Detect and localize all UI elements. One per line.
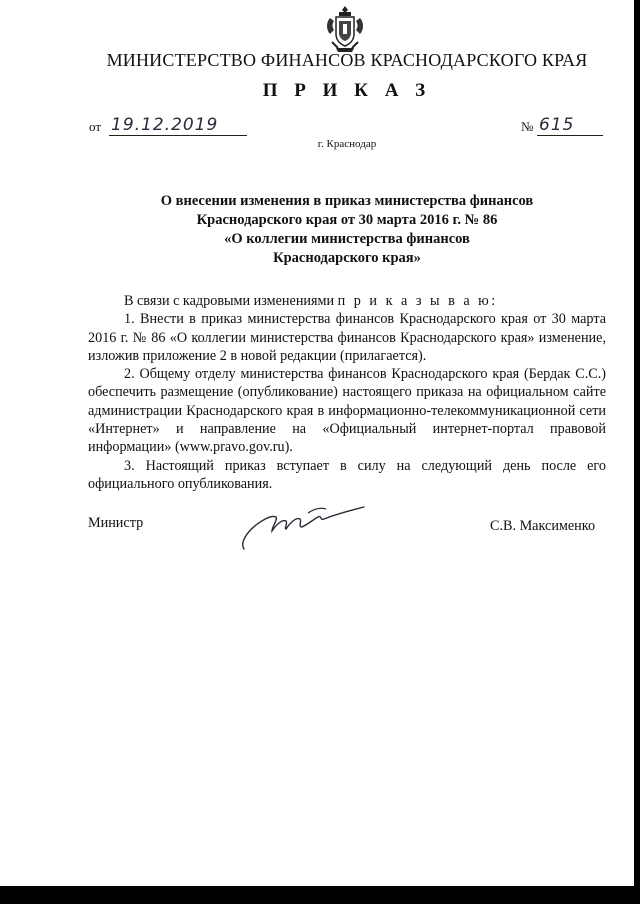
krasnodar-coat-of-arms-icon — [322, 4, 368, 54]
signer-title: Министр — [88, 515, 144, 531]
preamble-end: : — [491, 293, 496, 309]
document-type: П Р И К А З — [262, 80, 432, 101]
title-line: Краснодарского края от 30 марта 2016 г. № 86 — [196, 212, 498, 228]
preamble — [88, 292, 606, 310]
number-prefix: № — [521, 119, 534, 134]
document-title — [120, 192, 574, 268]
item-2: 2. Общему отделу министерства финансов Краснодарского края (Бердак С.С.) обеспечить размещение (опубликование) настоящего приказа на официальном сайте администрации Краснодарского края в информационно-телекоммуникационной сети «Интернет» и направление на «Официальный интернет-портал правовой информации» (www.pravo.gov.ru). — [88, 366, 606, 456]
item-1: 1. Внести в приказ министерства финансов Краснодарского края от 30 марта 2016 г. № 86 «О коллегии министерства финансов Краснодарского края» изменение, изложив приложение 2 в новой редакции (прилагается). — [88, 311, 606, 364]
date-prefix: от — [89, 119, 102, 134]
number-value: 615 — [539, 115, 575, 135]
ministry-name: МИНИСТЕРСТВО ФИНАНСОВ КРАСНОДАРСКОГО КРАЯ — [106, 50, 588, 70]
preamble-order: п р и к а з ы в а ю — [337, 293, 492, 309]
preamble-start: В связи с кадровыми изменениями — [124, 293, 335, 309]
title-line: Краснодарского края» — [273, 250, 421, 266]
signer-name: С.В. Максименко — [490, 518, 596, 534]
document-body — [88, 292, 606, 493]
item-3: 3. Настоящий приказ вступает в силу на следующий день после его официального опубликования. — [88, 457, 606, 492]
date-underline — [109, 135, 247, 136]
city: г. Краснодар — [317, 138, 377, 150]
title-line: О внесении изменения в приказ министерства финансов — [160, 193, 534, 209]
scan-edge-right — [634, 0, 640, 904]
number-underline — [537, 135, 603, 136]
handwritten-signature-icon — [238, 497, 370, 555]
date-value: 19.12.2019 — [111, 115, 219, 135]
title-line: «О коллегии министерства финансов — [224, 231, 470, 247]
scan-edge-bottom — [0, 886, 640, 904]
